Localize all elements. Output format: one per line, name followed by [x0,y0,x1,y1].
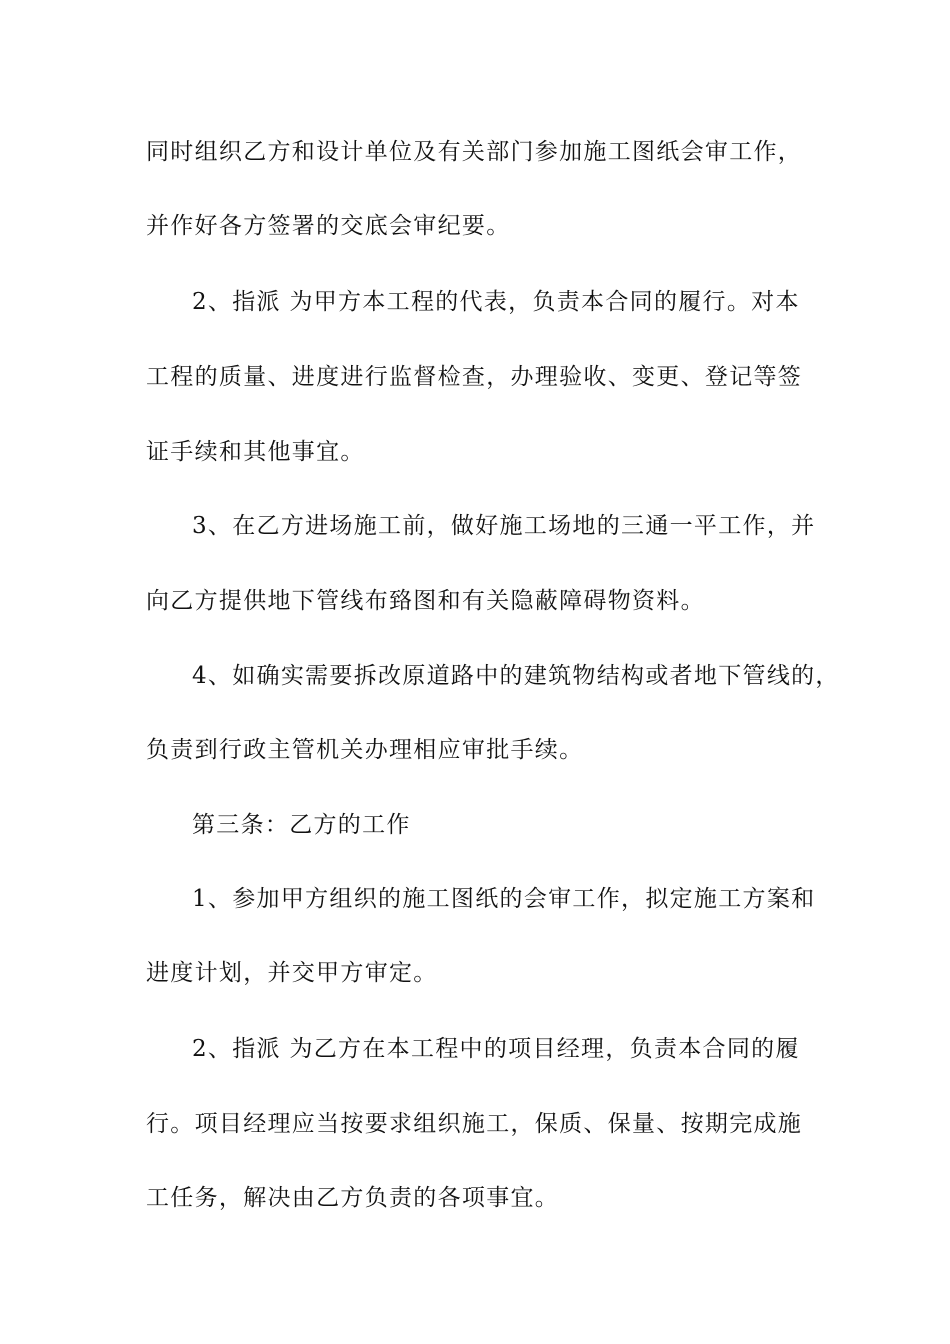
text-line: 负责到行政主管机关办理相应审批手续。 [146,737,584,763]
section-heading: 第三条：乙方的工作 [192,812,411,838]
text-line: 1、参加甲方组织的施工图纸的会审工作，拟定施工方案和 [192,886,816,912]
text-line: 4、如确实需要拆改原道路中的建筑物结构或者地下管线的， [192,663,840,689]
text-line: 工程的质量、进度进行监督检查，办理验收、变更、登记等签 [146,364,803,390]
text-line: 向乙方提供地下管线布臵图和有关隐蔽障碍物资料。 [146,588,705,614]
text-line: 并作好各方签署的交底会审纪要。 [146,213,511,239]
text-line: 工任务，解决由乙方负责的各项事宜。 [146,1185,560,1211]
text-line: 3、在乙方进场施工前，做好施工场地的三通一平工作，并 [192,513,816,539]
text-line: 2、指派 为乙方在本工程中的项目经理，负责本合同的履 [192,1036,800,1062]
text-line: 同时组织乙方和设计单位及有关部门参加施工图纸会审工作， [146,139,803,165]
text-line: 进度计划，并交甲方审定。 [146,960,438,986]
text-line: 2、指派 为甲方本工程的代表，负责本合同的履行。对本 [192,289,800,315]
text-line: 证手续和其他事宜。 [146,439,365,465]
text-line: 行。项目经理应当按要求组织施工，保质、保量、按期完成施 [146,1111,803,1137]
